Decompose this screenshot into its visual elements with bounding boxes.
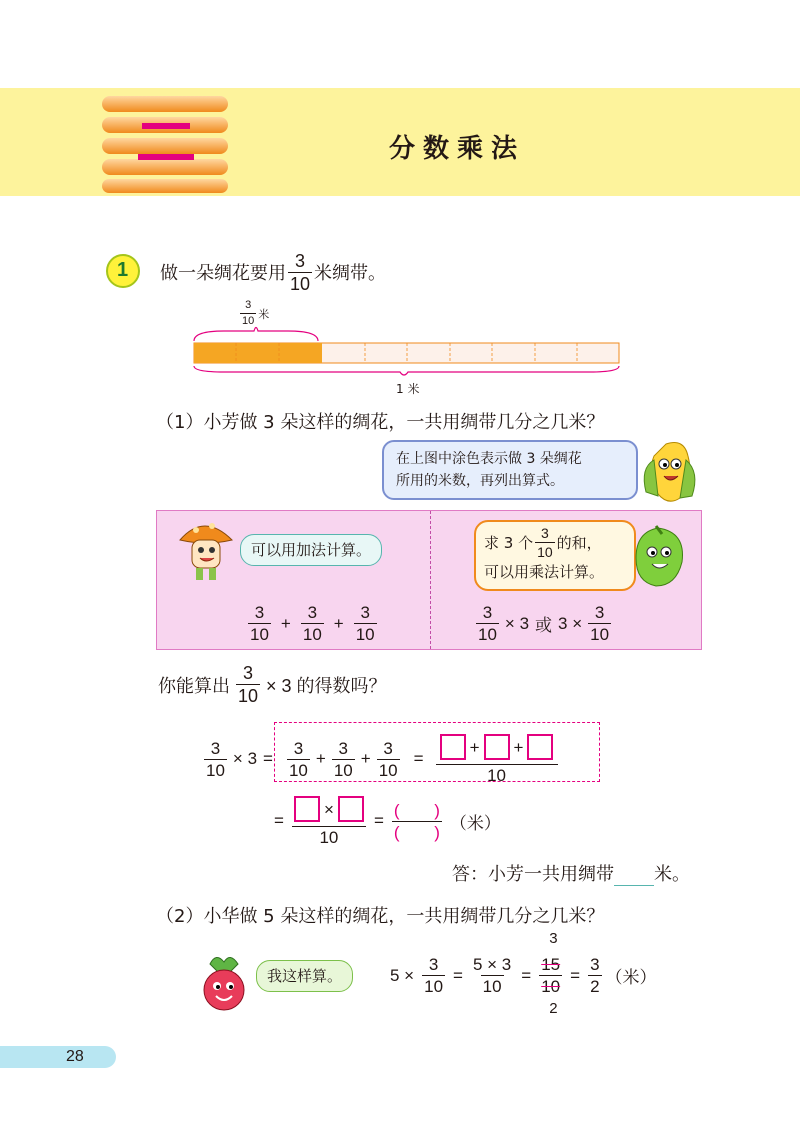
multiplication-expression: $\frac{3}{10}$ × 3 或 3 × $\frac{3}{10}$ [478,603,610,644]
panel-divider [430,511,431,649]
answer-paren-fraction[interactable]: ( ) ( ) [393,800,440,842]
ribbon-diagram [190,326,624,378]
fraction-3-10: $\frac{3}{10}$ [290,250,311,294]
right-method-bubble: 求 3 个 $\frac{3}{10}$ 的和， 可以用乘法计算。 [474,520,636,591]
answer-line: 答：小芳一共用绸带 米。 [452,864,690,885]
unit-badge [102,96,230,196]
calculation-line: 5 × $\frac{3}{10}$ = $\frac{5 \times 3}{10}$ = 3 $\frac{15}{10}$ 2 = $\frac{3}{2}$ （米） [390,930,657,1017]
radish-bubble: 我这样算。 [256,960,353,992]
page-number: 28 [66,1048,84,1065]
diagram-fraction-label: $\frac{3}{10}$ 米 [242,299,270,327]
addition-expression: $\frac{3}{10}$ + $\frac{3}{10}$ + $\frac{3}{10}$ [250,603,375,644]
diagram-total-label: 1 米 [396,382,420,396]
answer-box-4[interactable] [294,796,320,822]
equation-line-1: $\frac{3}{10}$ × 3 = $\frac{3}{10}$ + $\frac{3}{10}$ + $\frac{3}{10}$ = + + 10 [204,734,558,784]
example-number-badge [106,254,140,288]
compute-question: 你能算出 $\frac{3}{10}$ × 3 的得数吗？ [158,663,387,706]
unit-number-bar-bottom [138,154,194,160]
cancel-top: 3 [549,930,558,947]
question-2: （2）小华做 5 朵这样的绸花，一共用绸带几分之几米？ [156,906,605,927]
unit-number-bar-top [142,123,190,129]
mushroom-character-icon [176,516,236,586]
page-title: 分数乘法 [389,134,526,164]
left-method-bubble: 可以用加法计算。 [240,534,382,566]
pepper-character-icon [628,524,688,590]
question-1: （1）小芳做 3 朵这样的绸花，一共用绸带几分之几米？ [156,412,605,433]
hint-bubble: 在上图中涂色表示做 3 朵绸花 所用的米数，再列出算式。 [382,440,638,500]
answer-box-5[interactable] [338,796,364,822]
cancel-bottom: 2 [549,1000,558,1017]
answer-blank[interactable] [614,865,654,886]
radish-character-icon [196,954,252,1014]
example-intro: 做一朵绸花要用 $\frac{3}{10}$ 米绸带。 [160,250,387,294]
example-number: 1 [117,259,129,281]
dashed-highlight-box [274,722,600,782]
corn-character-icon [636,436,702,506]
page-number-tab [0,1046,116,1068]
equation-line-2: = $\frac{\times}{10}$ = ( ) ( ) （米） [274,796,501,846]
